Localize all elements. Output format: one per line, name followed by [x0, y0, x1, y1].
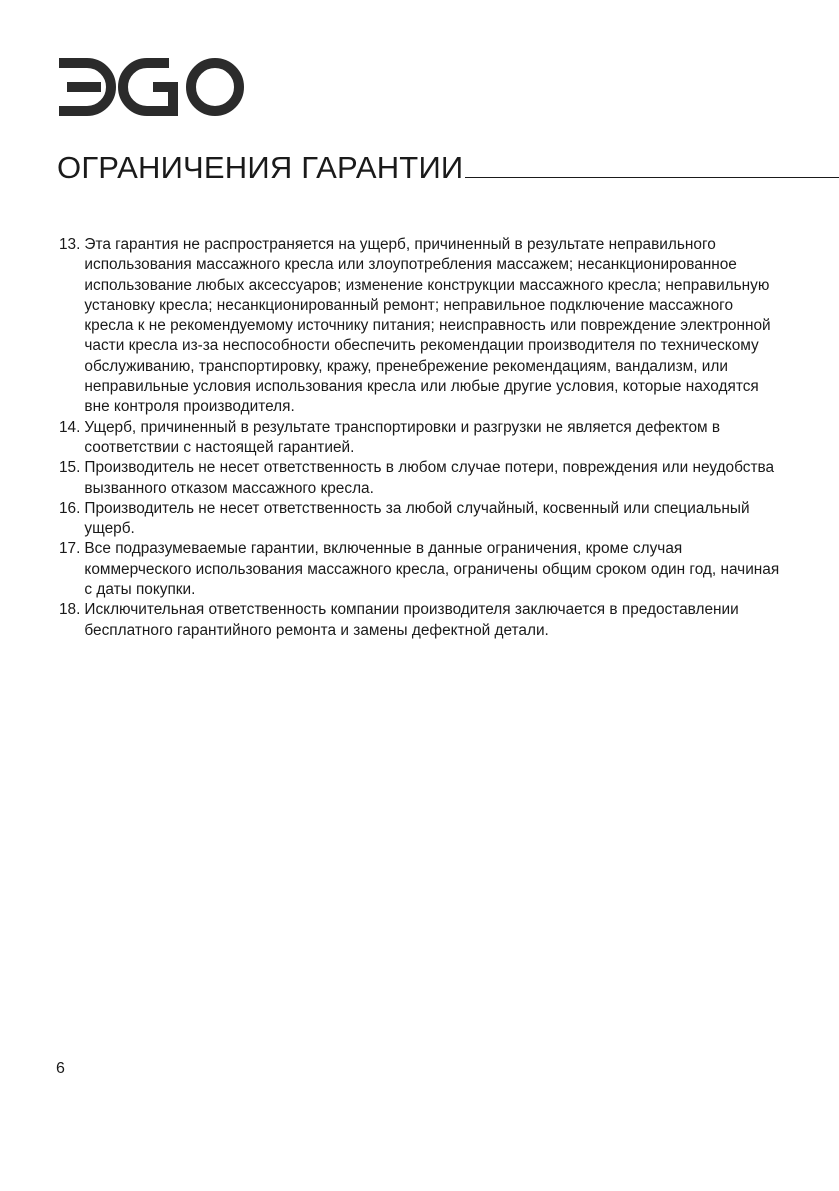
page-number: 6	[56, 1060, 65, 1077]
clause-16	[59, 499, 784, 540]
warranty-limitations-list	[59, 235, 784, 641]
clause-number: 15.	[59, 459, 81, 477]
page-title: ОГРАНИЧЕНИЯ ГАРАНТИИ	[57, 150, 464, 185]
clause-14	[59, 418, 784, 459]
clause-number: 16.	[59, 499, 81, 517]
clause-text: Ущерб, причиненный в результате транспортировки и разгрузки не является дефектом в соответствии с настоящей гарантией.	[84, 418, 721, 456]
section-header	[57, 146, 839, 186]
clause-15	[59, 458, 784, 499]
clause-number: 17.	[59, 540, 81, 558]
clause-text: Эта гарантия не распространяется на ущерб, причиненный в результате неправильного использования массажного кресла или злоупотребления массажем; несанкционированное использование любых аксессуаров; изменение конструкции массажного кресла; неправильную установку кресла; несанкционированный ремонт; неправильное подключение массажного кресла к не рекомендуемому источнику питания; неисправность или повреждение электронной части кресла из-за неспособности обеспечить рекомендации производителя по техническому обслуживанию, транспортировку, кражу, пренебрежение рекомендациям, вандализм, или неправильные условия использования кресла или любые другие условия, которые находятся вне контроля производителя.	[84, 236, 771, 416]
brand-logo	[57, 57, 247, 117]
clause-text: Производитель не несет ответственность за любой случайный, косвенный или специальный ущерб.	[84, 499, 750, 538]
clause-18	[59, 600, 784, 641]
title-underline-divider	[465, 177, 839, 178]
ego-logo-icon	[57, 57, 247, 117]
clause-number: 18.	[59, 601, 81, 619]
clause-number: 14.	[59, 418, 81, 436]
clause-13	[59, 235, 784, 418]
clause-text: Производитель не несет ответственность в любом случае потери, повреждения или неудобства вызванного отказом массажного кресла.	[84, 459, 775, 497]
clause-17	[59, 539, 784, 600]
clause-number: 13.	[59, 236, 81, 253]
clause-text: Все подразумеваемые гарантии, включенные в данные ограничения, кроме случая коммерческого использования массажного кресла, ограничены общим сроком один год, начиная с даты покупки.	[84, 540, 780, 599]
clause-text: Исключительная ответственность компании производителя заключается в предоставлении бесплатного гарантийного ремонта и замены дефектной детали.	[84, 601, 739, 639]
